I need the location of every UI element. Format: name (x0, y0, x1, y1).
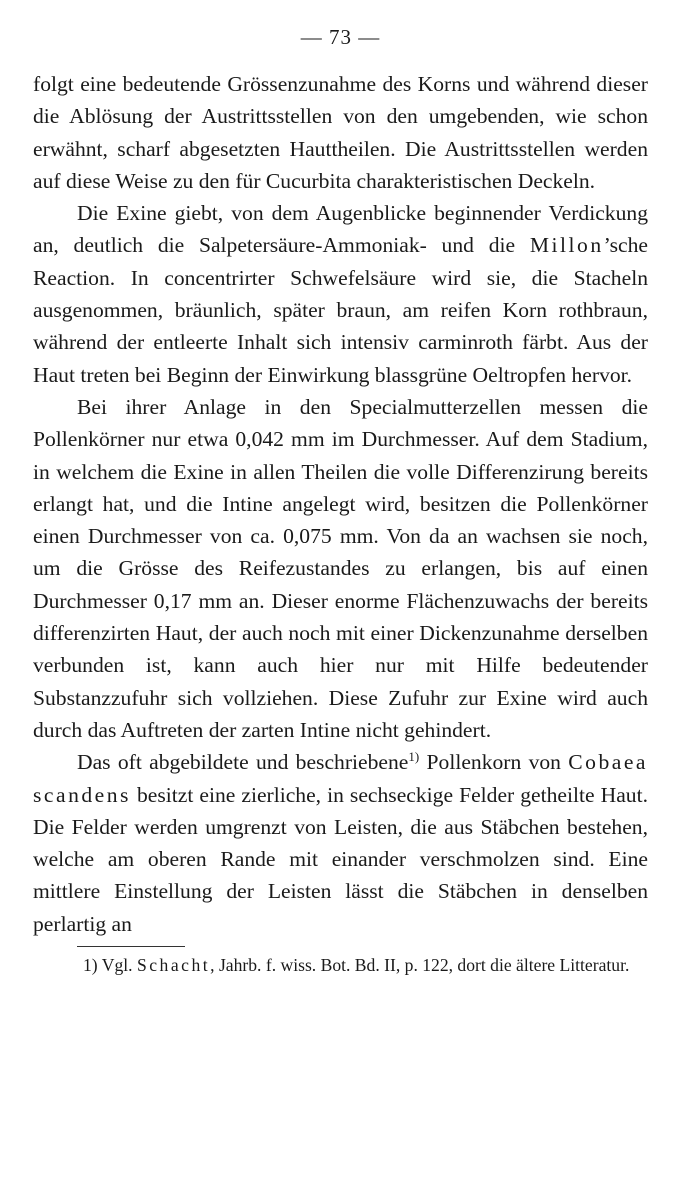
author-name: Millon (529, 233, 604, 258)
book-page (33, 22, 648, 978)
text-run: ’sche Reaction. In concentrirter Schwefelsäure wird sie, die Stacheln ausgenommen, bräunlich, später braun, am reifen Korn rothbraun, während der entleerte Inhalt sich intensiv carminroth färbt. Aus der Haut treten bei Beginn der Einwirkung blassgrüne Oeltropfen hervor. (33, 233, 648, 387)
text-run: folgt eine bedeutende Grössenzunahme des Korns und während dieser die Ablösung der Austrittsstellen von den umgebenden, wie schon erwähnt, scharf abgesetzten Hauttheilen. Die Austrittsstellen werden auf diese Weise zu den für Cucurbita charakteristischen Deckeln. (33, 72, 648, 193)
text-run: , Jahrb. f. wiss. Bot. Bd. II, p. 122, dort die ältere Litteratur. (210, 955, 630, 976)
footnote (33, 953, 648, 978)
text-run: Die Exine giebt, von dem Augenblicke beginnender Verdickung an, deutlich die Salpetersäure-Ammoniak- und die (33, 201, 648, 258)
text-run: Das oft abgebildete und beschriebene (77, 750, 409, 775)
text-run: besitzt eine zierliche, in sechseckige Felder getheilte Haut. Die Felder werden umgrenzt von Leisten, die aus Stäbchen bestehen, welche am oberen Rande mit einander verschmolzen sind. Eine mittlere Einstellung der Leisten lässt die Stäbchen in denselben perlartig an (33, 782, 648, 936)
paragraph (33, 68, 648, 197)
paragraph (33, 197, 648, 391)
text-run: Bei ihrer Anlage in den Specialmutterzellen messen die Pollenkörner nur etwa 0,042 mm im Durchmesser. Auf dem Stadium, in welchem die Exine in allen Theilen die volle Differenzirung bereits erlangt hat, und die Intine angelegt wird, besitzen die Pollenkörner einen Durchmesser von ca. 0,075 mm. Von da an wachsen sie noch, um die Grösse des Reifezustandes zu erlangen, bis auf einen Durchmesser 0,17 mm an. Dieser enorme Flächenzuwachs der bereits differenzirten Haut, der auch noch mit einer Dickenzunahme derselben verbunden ist, kann auch hier nur mit Hilfe bedeutender Substanzzufuhr sich vollziehen. Diese Zufuhr zur Exine wird auch durch das Auftreten der zarten Intine nicht gehindert. (33, 394, 648, 742)
paragraph (33, 391, 648, 746)
paragraph (33, 746, 648, 940)
footnote-divider (77, 946, 185, 947)
body-text (33, 68, 648, 940)
species-name: Cobaea scandens (33, 750, 649, 807)
footnote-reference[interactable]: 1) (408, 749, 420, 765)
page-number-header: — 73 — (300, 25, 381, 49)
footnote-marker: 1) (83, 955, 98, 976)
text-run: Vgl. (97, 955, 137, 976)
text-run: Pollenkorn von (419, 750, 569, 775)
author-name: Schacht (136, 955, 211, 976)
